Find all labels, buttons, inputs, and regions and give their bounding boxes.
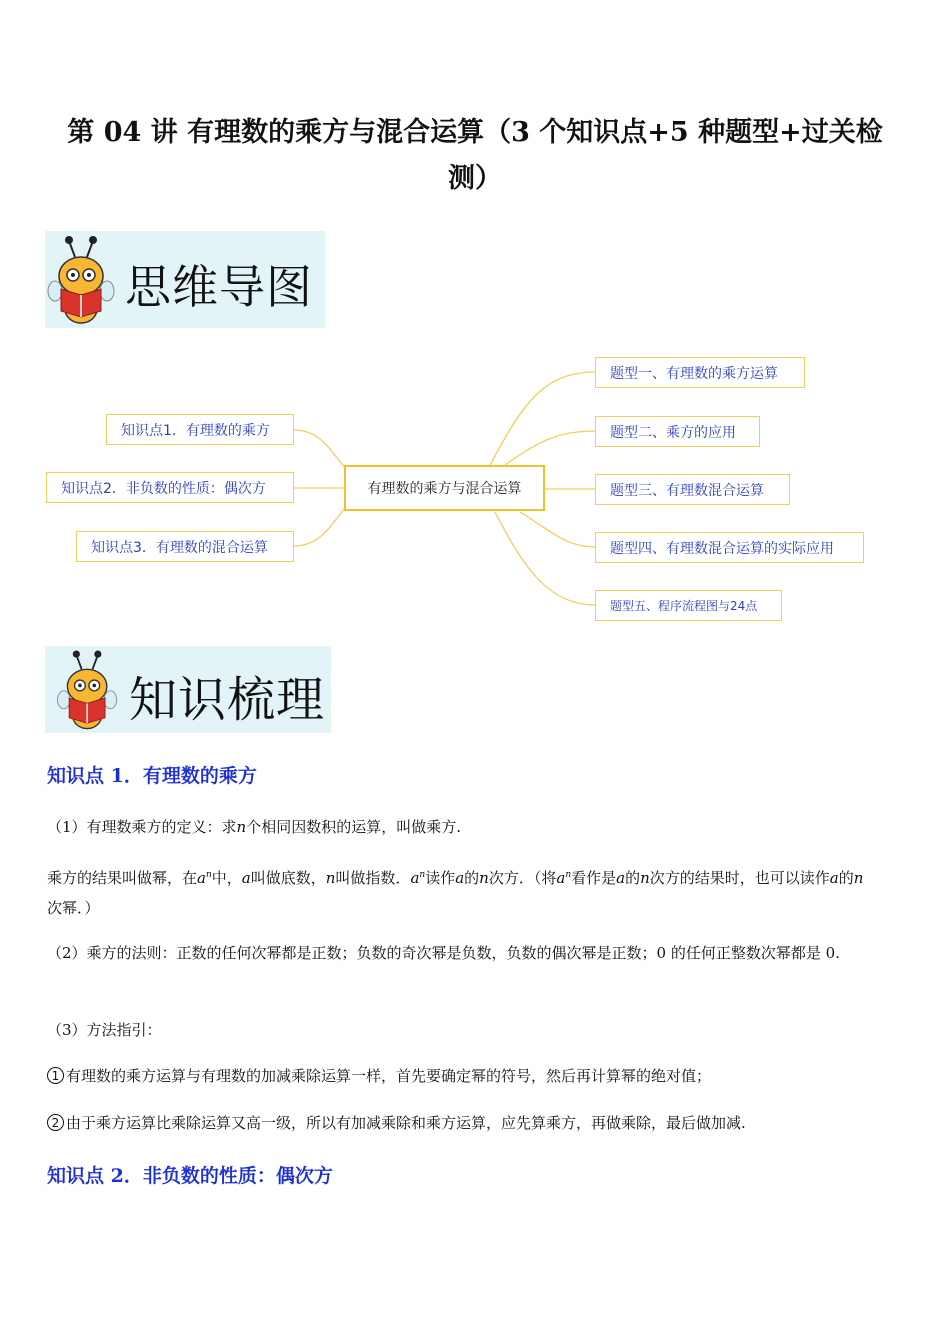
circled-number-2: 2: [47, 1114, 64, 1131]
mindmap-right-node-2: 题型二、乘方的应用: [595, 416, 760, 447]
kp1-heading: 知识点 1．有理数的乘方: [47, 765, 257, 787]
kp1-method-1: 1 有理数的乘方运算与有理数的加减乘除运算一样，首先要确定幂的符号，然后再计算幂的绝对值；: [47, 1061, 909, 1091]
mindmap-left-node-1: 知识点1．有理数的乘方: [106, 414, 294, 445]
mindmap-right-node-1: 题型一、有理数的乘方运算: [595, 357, 805, 388]
page-title: 第 04 讲 有理数的乘方与混合运算（3 个知识点+5 种题型+过关检测）: [67, 117, 883, 194]
mindmap-left-node-3: 知识点3．有理数的混合运算: [76, 531, 294, 562]
kp1-rules: （2）乘方的法则：正数的任何次幂都是正数；负数的奇次幂是负数，负数的偶次幂是正数；0 的任何正整数次幂都是 0.: [47, 944, 840, 962]
mindmap-banner: [45, 231, 325, 328]
mindmap-right-node-3: 题型三、有理数混合运算: [595, 474, 790, 505]
kp1-method-heading: （3）方法指引：: [47, 1021, 162, 1039]
kp2-heading: 知识点 2．非负数的性质：偶次方: [47, 1165, 333, 1187]
mindmap-center-node: 有理数的乘方与混合运算: [344, 465, 545, 511]
mindmap-banner-label: 思维导图: [125, 260, 313, 314]
mindmap-left-node-2: 知识点2．非负数的性质：偶次方: [46, 472, 294, 503]
circled-number-1: 1: [47, 1067, 64, 1084]
bee-reading-icon: [53, 646, 123, 733]
mindmap: [0, 340, 950, 640]
kp1-definition: （1）有理数乘方的定义：求n个相同因数积的运算，叫做乘方.: [47, 818, 461, 836]
knowledge-banner: [45, 646, 331, 733]
bee-reading-icon: [47, 231, 117, 328]
mindmap-right-node-4: 题型四、有理数混合运算的实际应用: [595, 532, 864, 563]
kp1-method-2: 2 由于乘方运算比乘除运算又高一级，所以有加减乘除和乘方运算，应先算乘方，再做乘除，最后做加减.: [47, 1108, 909, 1138]
knowledge-banner-label: 知识梳理: [129, 672, 326, 728]
kp1-power-explanation: 乘方的结果叫做幂，在$a^n$中，a叫做底数，n叫做指数．$a^n$读作a的n次方．（将$a^n$看作是a的n次方的结果时，也可以读作a的n次幂．）: [47, 869, 864, 917]
mindmap-right-node-5: 题型五、程序流程图与24点: [595, 590, 782, 621]
